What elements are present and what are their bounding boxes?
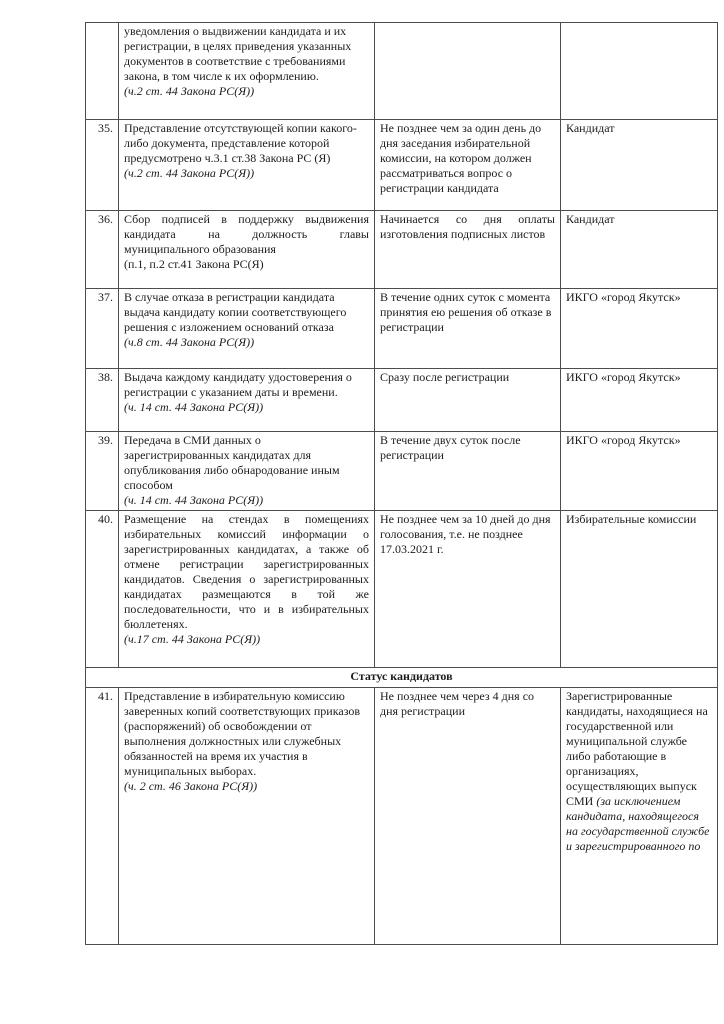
responsible-cell (561, 688, 718, 945)
activity-text: Размещение на стендах в помещениях избирательных комиссий информации о зарегистрированных кандидатах, а также об отмене регистрации зарегистрированных кандидатов. Сведения о зарегистрированных кандидатах размещаются в той же последовательности, что и в избирательных бюллетенях. (124, 512, 369, 631)
row-number: 39. (86, 432, 119, 511)
citation-text: (ч. 14 ст. 44 Закона РС(Я)) (124, 400, 264, 414)
table-row (86, 120, 718, 211)
table-row (86, 432, 718, 511)
responsible-cell: Кандидат (561, 211, 718, 289)
deadline-cell: В течение одних суток с момента принятия ею решения об отказе в регистрации (375, 289, 561, 369)
activity-cell (119, 369, 375, 432)
responsible-text-italic: (за исключением кандидата, находящегося на государственной службе и зарегистрированного по (566, 794, 710, 853)
table-row (86, 23, 718, 120)
citation-text: (ч.17 ст. 44 Закона РС(Я)) (124, 632, 261, 646)
responsible-cell: Кандидат (561, 120, 718, 211)
activity-text: Выдача каждому кандидату удостоверения о регистрации с указанием даты и времени. (124, 370, 352, 399)
citation-text: (ч.2 ст. 44 Закона РС(Я)) (124, 166, 255, 180)
activity-cell (119, 688, 375, 945)
table-row (86, 211, 718, 289)
table-row (86, 289, 718, 369)
deadline-cell: Не позднее чем за один день до дня заседания избирательной комиссии, на котором должен рассматриваться вопрос о регистрации кандидата (375, 120, 561, 211)
deadline-cell: Начинается со дня оплаты изготовления подписных листов (375, 211, 561, 289)
activity-text: Представление отсутствующей копии какого-либо документа, представление которой предусмотрено ч.3.1 ст.38 Закона РС (Я) (124, 121, 357, 165)
row-number: 37. (86, 289, 119, 369)
activity-cell (119, 211, 375, 289)
citation-text: (ч.8 ст. 44 Закона РС(Я)) (124, 335, 255, 349)
responsible-cell: ИКГО «город Якутск» (561, 369, 718, 432)
deadline-cell: Не позднее чем через 4 дня со дня регистрации (375, 688, 561, 945)
row-number: 38. (86, 369, 119, 432)
row-number (86, 23, 119, 120)
activity-cell (119, 511, 375, 668)
responsible-cell: ИКГО «город Якутск» (561, 432, 718, 511)
activity-cell (119, 120, 375, 211)
activity-text: уведомления о выдвижении кандидата и их регистрации, в целях приведения указанных документов в соответствие с требованиями закона, в том числе к их оформлению. (124, 24, 352, 83)
responsible-cell: ИКГО «город Якутск» (561, 289, 718, 369)
activity-text: Сбор подписей в поддержку выдвижения кандидата на должность главы муниципального образования (124, 212, 369, 256)
activity-text: Передача в СМИ данных о зарегистрированных кандидатах для опубликования либо обнародование иным способом (124, 433, 340, 492)
activity-cell (119, 289, 375, 369)
responsible-cell: Избирательные комиссии (561, 511, 718, 668)
section-header-row (86, 668, 718, 688)
row-number: 40. (86, 511, 119, 668)
citation-text: (ч. 14 ст. 44 Закона РС(Я)) (124, 493, 264, 507)
responsible-text: Зарегистрированные кандидаты, находящиеся на государственной или муниципальной службе либо работающие в организациях, осуществляющих выпуск СМИ (566, 689, 708, 808)
citation-text: (ч. 2 ст. 46 Закона РС(Я)) (124, 779, 258, 793)
row-number: 36. (86, 211, 119, 289)
section-header: Статус кандидатов (86, 668, 718, 688)
responsible-cell (561, 23, 718, 120)
activity-cell (119, 432, 375, 511)
deadline-cell: В течение двух суток после регистрации (375, 432, 561, 511)
activity-text: Представление в избирательную комиссию заверенных копий соответствующих приказов (распоряжений) об освобождении от выполнения должностных или служебных обязанностей на время их участия в муниципальных выборах. (124, 689, 361, 778)
table-row (86, 511, 718, 668)
row-number: 35. (86, 120, 119, 211)
deadline-cell: Сразу после регистрации (375, 369, 561, 432)
citation-text: (п.1, п.2 ст.41 Закона РС(Я) (124, 257, 264, 271)
deadline-cell: Не позднее чем за 10 дней до дня голосования, т.е. не позднее 17.03.2021 г. (375, 511, 561, 668)
row-number: 41. (86, 688, 119, 945)
activity-cell (119, 23, 375, 120)
citation-text: (ч.2 ст. 44 Закона РС(Я)) (124, 84, 255, 98)
table-row (86, 369, 718, 432)
table-row (86, 688, 718, 945)
deadline-cell (375, 23, 561, 120)
schedule-table (85, 22, 718, 945)
activity-text: В случае отказа в регистрации кандидата выдача кандидату копии соответствующего решения с изложением оснований отказа (124, 290, 347, 334)
